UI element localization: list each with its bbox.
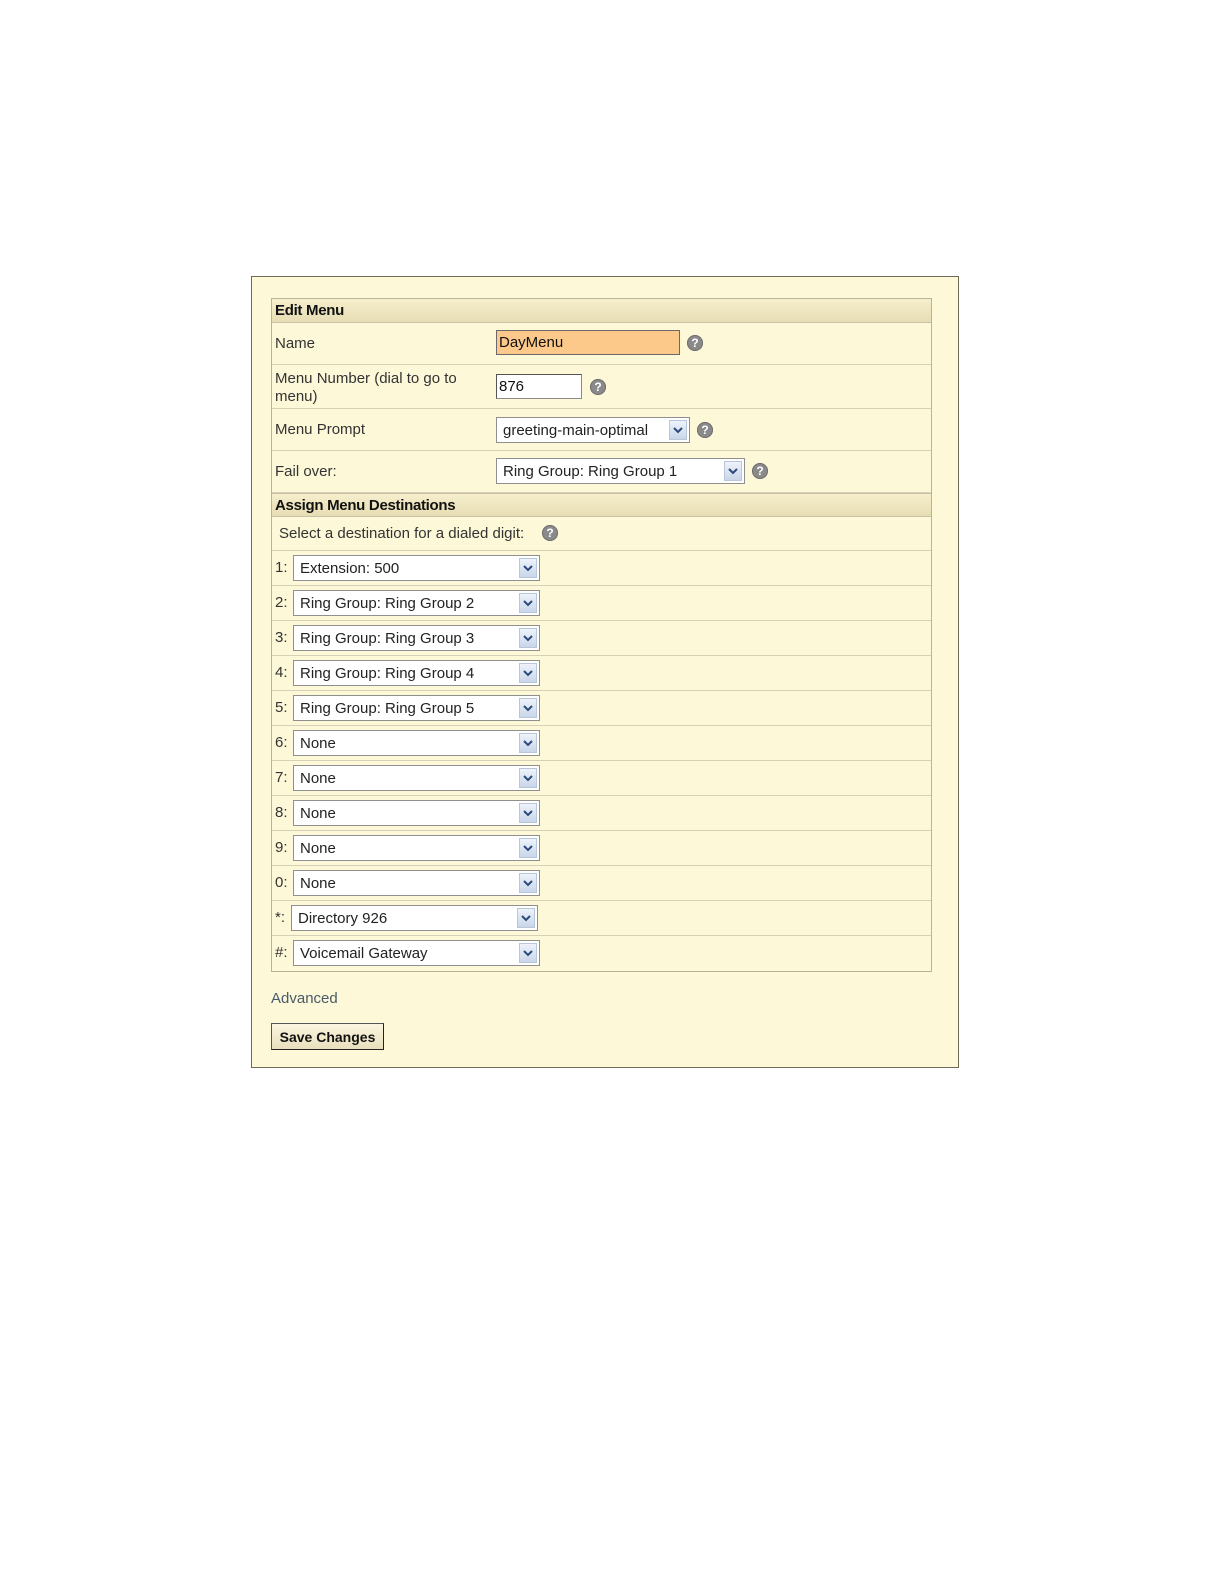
advanced-link[interactable]: Advanced: [271, 990, 338, 1007]
destinations-help-icon[interactable]: ?: [542, 525, 558, 541]
menu-number-input[interactable]: [496, 374, 582, 399]
destination-row: [272, 691, 931, 726]
fail-over-value: Ring Group: Ring Group 1: [503, 462, 678, 480]
menu-prompt-help-icon[interactable]: ?: [697, 422, 713, 438]
chevron-down-icon[interactable]: [724, 461, 742, 481]
destination-value: None: [300, 804, 336, 822]
edit-menu-panel: [251, 276, 959, 1068]
destination-value: None: [300, 769, 336, 787]
destination-value: None: [300, 734, 336, 752]
digit-label: 2:: [275, 594, 288, 611]
digit-label: 8:: [275, 804, 288, 821]
destination-value: Extension: 500: [300, 559, 400, 577]
destination-select[interactable]: [291, 905, 538, 931]
destination-select[interactable]: [293, 555, 540, 581]
destination-value: Voicemail Gateway: [300, 944, 428, 962]
digit-label: 4:: [275, 664, 288, 681]
digit-label: 5:: [275, 699, 288, 716]
name-help-icon[interactable]: ?: [687, 335, 703, 351]
destination-row: [272, 936, 931, 971]
destination-row: [272, 551, 931, 586]
digit-label: 9:: [275, 839, 288, 856]
destination-row: [272, 866, 931, 901]
destination-value: Ring Group: Ring Group 5: [300, 699, 475, 717]
destination-select[interactable]: [293, 660, 540, 686]
menu-prompt-value: greeting-main-optimal: [503, 421, 649, 439]
destination-select[interactable]: [293, 800, 540, 826]
chevron-down-icon[interactable]: [669, 420, 687, 440]
destination-row: [272, 831, 931, 866]
digit-label: 3:: [275, 629, 288, 646]
menu-prompt-row: [272, 409, 931, 451]
destination-value: None: [300, 874, 336, 892]
menu-form-table: [271, 298, 932, 972]
destination-select[interactable]: [293, 695, 540, 721]
destination-select[interactable]: [293, 870, 540, 896]
chevron-down-icon[interactable]: [519, 663, 537, 683]
chevron-down-icon[interactable]: [519, 768, 537, 788]
destination-select[interactable]: [293, 730, 540, 756]
digit-label: 7:: [275, 769, 288, 786]
destinations-instruction-row: [272, 517, 931, 551]
menu-number-help-icon[interactable]: ?: [590, 379, 606, 395]
chevron-down-icon[interactable]: [519, 838, 537, 858]
chevron-down-icon[interactable]: [519, 593, 537, 613]
destination-row: [272, 761, 931, 796]
destination-value: Ring Group: Ring Group 2: [300, 594, 475, 612]
chevron-down-icon[interactable]: [519, 733, 537, 753]
destination-select[interactable]: [293, 940, 540, 966]
destination-row: [272, 586, 931, 621]
menu-number-row: [272, 365, 931, 409]
destination-select[interactable]: [293, 835, 540, 861]
name-input[interactable]: [496, 330, 680, 355]
fail-over-help-icon[interactable]: ?: [752, 463, 768, 479]
chevron-down-icon[interactable]: [519, 943, 537, 963]
destinations-instruction: Select a destination for a dialed digit:: [279, 525, 525, 542]
destination-value: Ring Group: Ring Group 4: [300, 664, 475, 682]
destination-select[interactable]: [293, 590, 540, 616]
destination-value: Ring Group: Ring Group 3: [300, 629, 475, 647]
name-row: [272, 323, 931, 365]
destination-value: None: [300, 839, 336, 857]
chevron-down-icon[interactable]: [519, 698, 537, 718]
destination-row: [272, 901, 931, 936]
edit-menu-header: Edit Menu: [272, 299, 931, 323]
destination-select[interactable]: [293, 625, 540, 651]
fail-over-select[interactable]: [496, 458, 745, 484]
digit-label: 1:: [275, 559, 288, 576]
menu-prompt-select[interactable]: [496, 417, 690, 443]
digit-label: 0:: [275, 874, 288, 891]
menu-prompt-label: Menu Prompt: [275, 421, 366, 438]
destination-row: [272, 796, 931, 831]
destination-row: [272, 726, 931, 761]
destination-row: [272, 656, 931, 691]
digit-label: #:: [275, 944, 288, 961]
fail-over-row: [272, 451, 931, 493]
chevron-down-icon[interactable]: [519, 873, 537, 893]
save-changes-button[interactable]: Save Changes: [271, 1023, 384, 1050]
destination-row: [272, 621, 931, 656]
menu-number-label: Menu Number (dial to go to menu): [275, 370, 457, 405]
destination-value: Directory 926: [298, 909, 388, 927]
chevron-down-icon[interactable]: [517, 908, 535, 928]
destination-select[interactable]: [293, 765, 540, 791]
name-label: Name: [275, 335, 316, 352]
fail-over-label: Fail over:: [275, 463, 337, 480]
digit-label: *:: [275, 909, 286, 926]
chevron-down-icon[interactable]: [519, 558, 537, 578]
destinations-header: Assign Menu Destinations: [272, 493, 931, 517]
chevron-down-icon[interactable]: [519, 803, 537, 823]
digit-label: 6:: [275, 734, 288, 751]
chevron-down-icon[interactable]: [519, 628, 537, 648]
